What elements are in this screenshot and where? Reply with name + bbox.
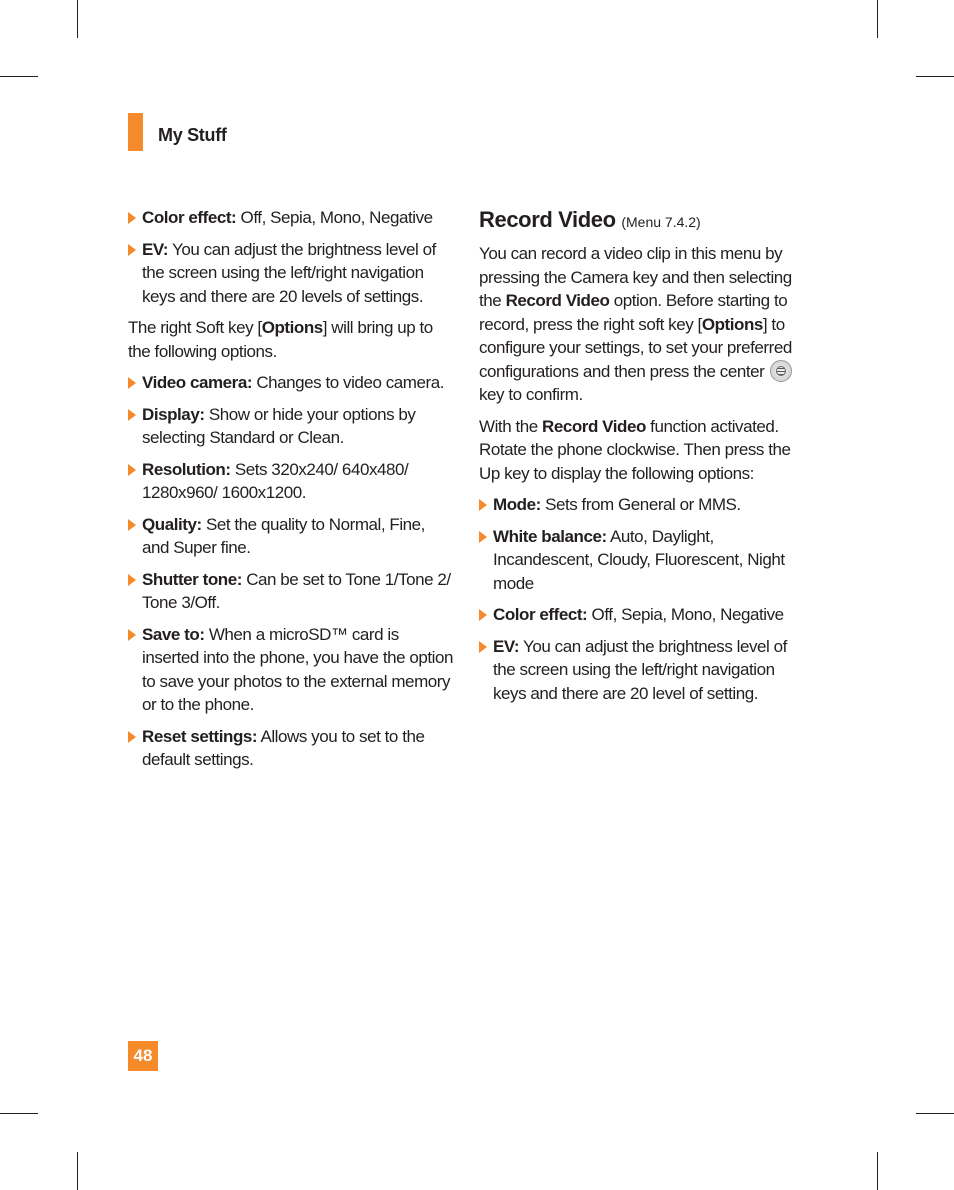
bullet-arrow-icon [479,499,487,511]
bullet-arrow-icon [128,464,136,476]
item-text: Set the quality to Normal, Fine, and Super fine. [142,514,425,557]
item-label: Mode: [493,495,541,514]
item-label: EV: [493,636,520,656]
left-column [128,206,456,780]
crop-mark [77,0,78,38]
item-label: Shutter tone: [142,569,242,589]
item-text: Changes to video camera. [252,373,444,392]
bullet-arrow-icon [128,574,136,586]
item-text: Off, Sepia, Mono, Negative [236,208,433,227]
crop-mark [0,1113,38,1114]
item-text: Sets from General or MMS. [540,495,741,514]
bullet-arrow-icon [128,244,136,256]
bullet-arrow-icon [128,212,136,224]
paragraph-text: function activated. Rotate the phone clockwise. Then press the Up key to display the following options: [479,416,791,483]
item-label: Save to: [142,624,205,644]
bullet-arrow-icon [128,629,136,641]
crop-mark [877,0,878,38]
list-item [479,603,809,627]
item-text: Auto, Daylight, Incandescent, Cloudy, Fluorescent, Night mode [493,526,785,593]
item-text: Allows you to set to the default settings. [142,726,425,769]
options-paragraph [128,316,456,363]
list-item [479,635,809,706]
center-key-icon [770,360,792,382]
bullet-arrow-icon [479,641,487,653]
item-text: You can adjust the brightness level of the screen using the left/right navigation keys and there are 20 levels of settings. [142,239,436,306]
section-title: My Stuff [158,125,227,145]
paragraph-text: key to confirm. [479,385,583,404]
list-item [128,725,456,772]
bold-term: Record Video [505,291,610,310]
section-heading [479,206,809,236]
paragraph-text: You can record a video clip in this menu by pressing the Camera key and then selecting the [479,244,792,310]
item-text: When a microSD™ card is inserted into the phone, you have the option to save your photos to the external memory or to the phone. [142,624,454,714]
page-number: 48 [128,1041,158,1071]
item-text: Can be set to Tone 1/Tone 2/ Tone 3/Off. [142,569,451,612]
heading-title: Record Video [479,207,616,232]
paragraph-text: ] to configure your settings, to set your preferred configurations and then press the center [479,314,792,381]
item-text: You can adjust the brightness level of the screen using the left/right navigation keys and there are 20 level of setting. [493,636,787,703]
item-label: Color effect: [493,605,588,624]
list-item [128,458,456,505]
crop-mark [877,1152,878,1190]
list-item [128,403,456,450]
bullet-arrow-icon [479,531,487,543]
bullet-arrow-icon [479,609,487,621]
item-label: Video camera: [142,373,253,392]
list-item [128,371,456,395]
list-item [479,493,809,517]
section-accent-bar [128,113,143,151]
crop-mark [916,76,954,77]
item-text: Off, Sepia, Mono, Negative [587,605,784,624]
item-label: EV: [142,239,169,259]
paragraph-text: The right Soft key [ [128,318,262,337]
item-label: Display: [142,404,205,424]
bullet-arrow-icon [128,409,136,421]
activation-paragraph [479,415,809,486]
item-label: Color effect: [142,208,237,227]
list-item [128,568,456,615]
crop-mark [77,1152,78,1190]
paragraph-text: option. Before starting to record, press the right soft key [ [479,291,788,334]
list-item [128,623,456,717]
list-item [128,513,456,560]
item-label: Quality: [142,514,202,534]
crop-mark [0,76,38,77]
item-text: Show or hide your options by selecting Standard or Clean. [142,404,416,447]
options-key-label: Options [261,318,323,337]
paragraph-text: ] will bring up to the following options. [128,318,433,361]
item-label: White balance: [493,526,607,546]
item-text: Sets 320x240/ 640x480/ 1280x960/ 1600x1200. [142,459,409,502]
right-column [479,206,809,713]
bullet-arrow-icon [128,731,136,743]
list-item [479,525,809,596]
bullet-arrow-icon [128,377,136,389]
list-item [128,238,456,309]
bullet-arrow-icon [128,519,136,531]
menu-number: (Menu 7.4.2) [621,214,701,230]
crop-mark [916,1113,954,1114]
paragraph-text: With the [479,416,543,436]
item-label: Reset settings: [142,726,258,746]
options-key-label: Options [701,314,763,334]
list-item [128,206,456,230]
item-label: Resolution: [142,459,231,479]
bold-term: Record Video [542,416,646,436]
intro-paragraph [479,242,809,407]
